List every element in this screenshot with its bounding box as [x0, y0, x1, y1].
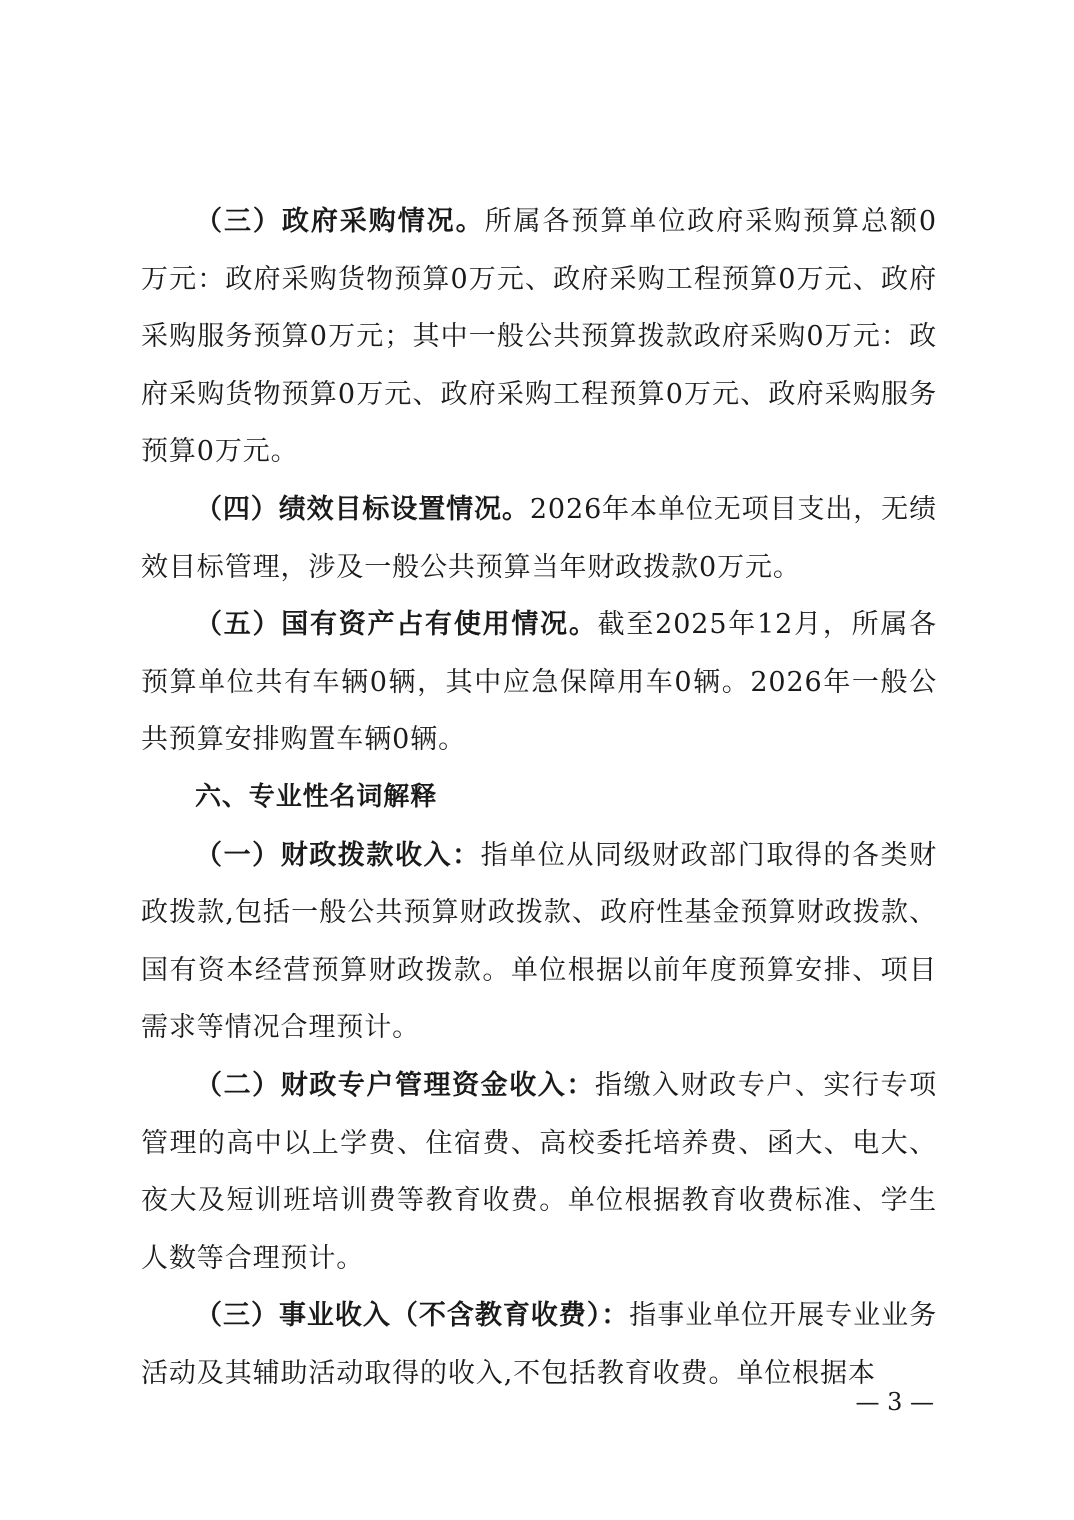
definition-term: （二）财政专户管理资金收入： — [195, 1069, 595, 1101]
definition-text: 指事业单位开展专业业务活动及其辅助活动取得的收入,不包括教育收费。单位根据本 — [141, 1300, 937, 1389]
definition-text: 指缴入财政专户、实行专项管理的高中以上学费、住宿费、高校委托培养费、函大、电大、夜大及短训班培训费等教育收费。单位根据教育收费标准、学生人数等合理预计。 — [141, 1069, 937, 1274]
paragraph-text: 2026年本单位无项目支出，无绩效目标管理，涉及一般公共预算当年财政拨款0万元。 — [141, 493, 937, 583]
paragraph-text: 截至2025年12月，所属各预算单位共有车辆0辆，其中应急保障用车0辆。2026年一般公共预算安排购置车辆0辆。 — [141, 609, 937, 756]
definition-term: （三）事业收入（不含教育收费）： — [195, 1300, 630, 1332]
definition-special-account-funds — [141, 1057, 937, 1287]
definition-business-income — [141, 1287, 937, 1402]
definition-text: 指单位从同级财政部门取得的各类财政拨款,包括一般公共预算财政拨款、政府性基金预算财政拨款、国有资本经营预算财政拨款。单位根据以前年度预算安排、项目需求等情况合理预计。 — [141, 839, 937, 1044]
section-heading: 六、专业性名词解释 — [195, 781, 438, 812]
definition-term: （一）财政拨款收入： — [195, 839, 481, 871]
paragraph-lead: （三）政府采购情况。 — [195, 206, 485, 237]
paragraph-state-assets — [141, 596, 937, 769]
paragraph-lead: （五）国有资产占有使用情况。 — [195, 609, 598, 641]
page-number: — 3 — — [855, 1388, 934, 1416]
definition-fiscal-appropriation — [141, 827, 937, 1057]
paragraph-text: 所属各预算单位政府采购预算总额0万元：政府采购货物预算0万元、政府采购工程预算0万元、政府采购服务预算0万元；其中一般公共预算拨款政府采购0万元：政府采购货物预算0万元、政府采购工程预算0万元、政府采购服务预算0万元。 — [141, 206, 938, 468]
page-body — [141, 193, 937, 1402]
paragraph-performance-targets — [141, 481, 937, 596]
paragraph-lead: （四）绩效目标设置情况。 — [195, 493, 530, 525]
paragraph-government-procurement — [141, 193, 937, 481]
